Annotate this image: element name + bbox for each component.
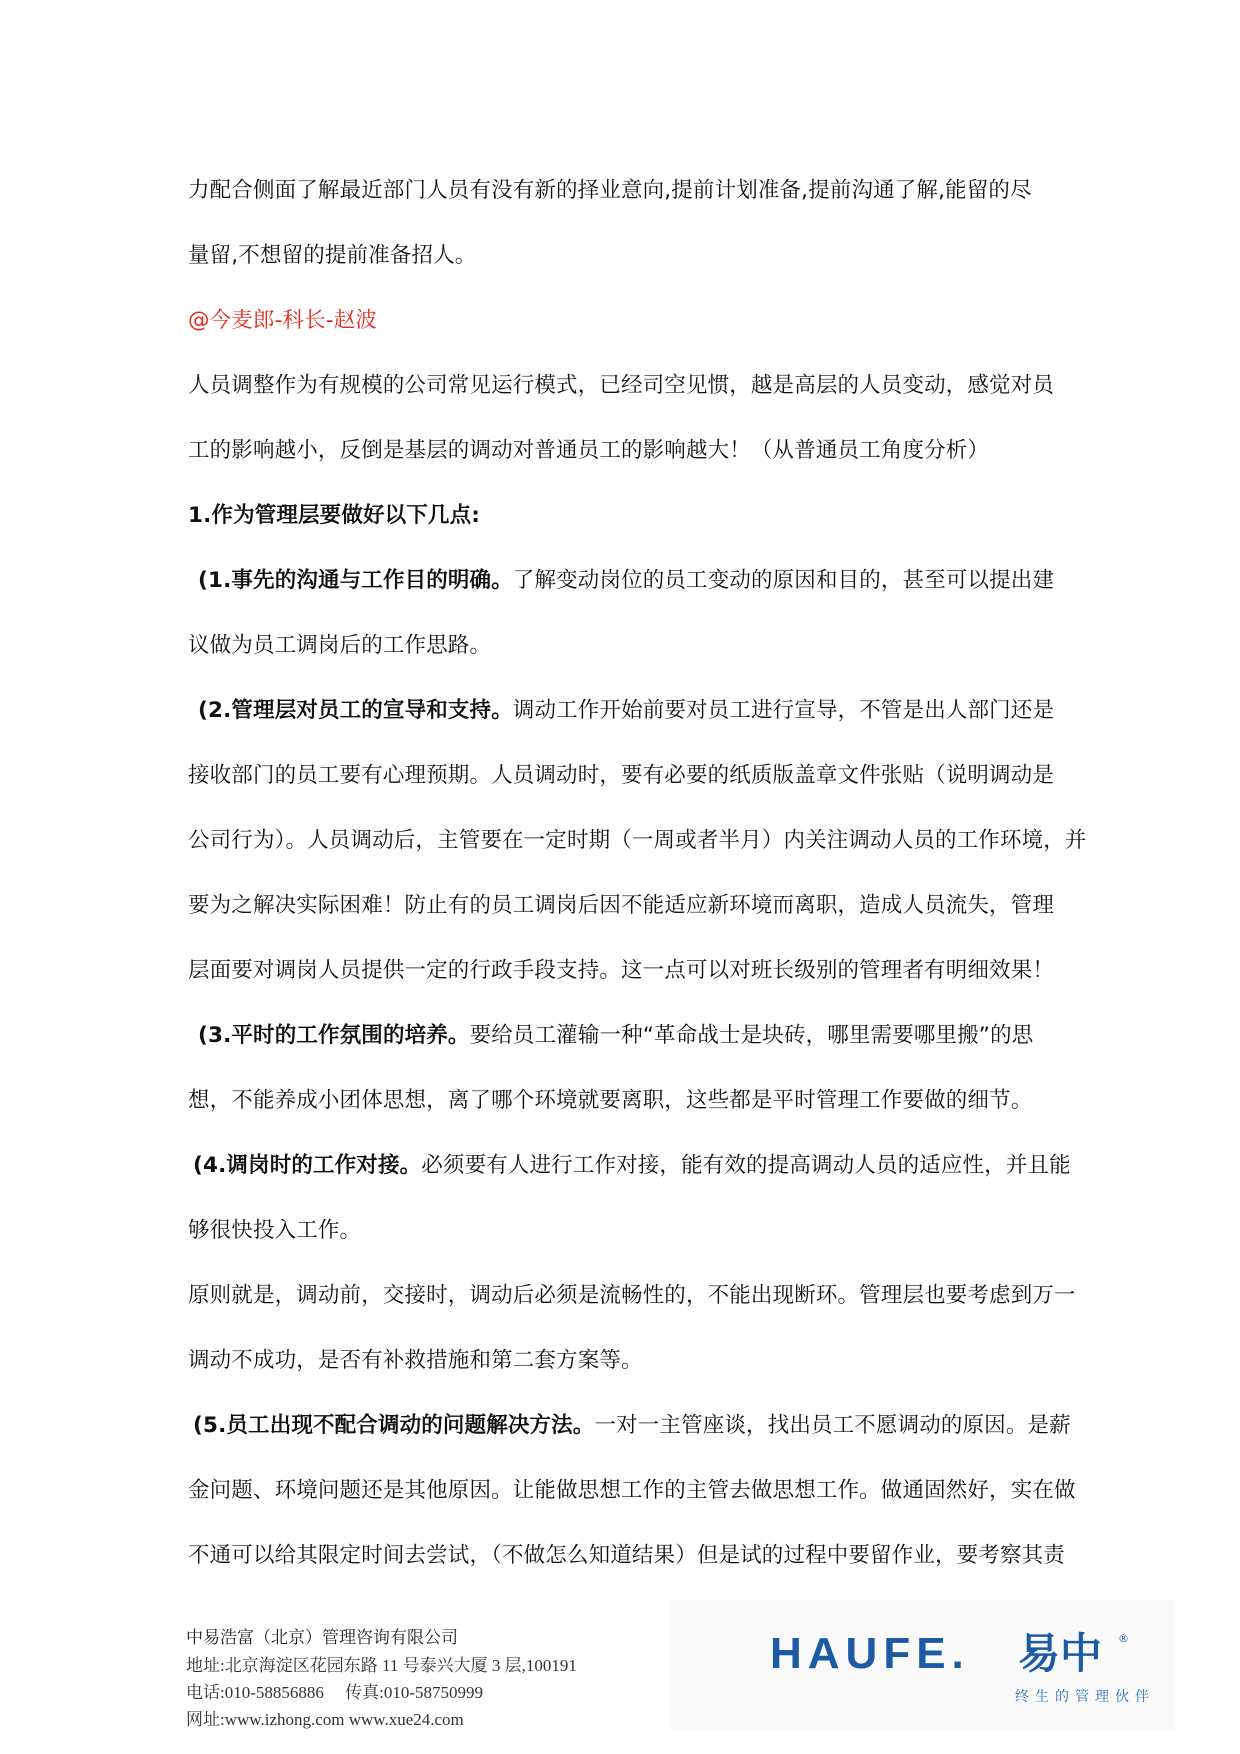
point-3-title: (3.平时的工作氛围的培养。: [198, 1023, 470, 1048]
author-mention: @今麦郎-科长-赵波: [188, 308, 378, 333]
logo-tagline: 终生的管理伙伴: [1015, 1689, 1155, 1705]
paragraph-line: 调动不成功，是否有补救措施和第二套方案等。: [188, 1348, 643, 1373]
point-4-title: (4.调岗时的工作对接。: [193, 1153, 422, 1178]
paragraph-line: 接收部门的员工要有心理预期。人员调动时，要有必要的纸质版盖章文件张贴（说明调动是: [188, 763, 1055, 788]
document-body: [188, 158, 1087, 1588]
footer-phone: 电话:010-58856886 传真:010-58750999: [186, 1683, 484, 1702]
point-2-title: (2.管理层对员工的宣导和支持。: [198, 698, 513, 723]
paragraph-line: 层面要对调岗人员提供一定的行政手段支持。这一点可以对班长级别的管理者有明细效果！: [188, 958, 1055, 983]
paragraph-line: 工的影响越小，反倒是基层的调动对普通员工的影响越大！（从普通员工角度分析）: [188, 438, 990, 463]
registered-mark: ®: [1118, 1632, 1129, 1645]
footer-address: 地址:北京海淀区花园东路 11 号泰兴大厦 3 层,100191: [186, 1656, 577, 1675]
paragraph-line: 力配合侧面了解最近部门人员有没有新的择业意向,提前计划准备,提前沟通了解,能留的尽: [188, 178, 1032, 203]
point-1-text: 了解变动岗位的员工变动的原因和目的，甚至可以提出建: [512, 568, 1055, 593]
point-2-text: 调动工作开始前要对员工进行宣导，不管是出人部门还是: [512, 698, 1055, 723]
point-5-text: 一对一主管座谈，找出员工不愿调动的原因。是薪: [594, 1413, 1071, 1438]
heading-text: 1.作为管理层要做好以下几点:: [188, 503, 480, 528]
section-heading: [188, 483, 1058, 548]
point-5-line: [188, 1393, 1071, 1458]
point-4-line: [188, 1133, 1071, 1198]
page-footer: [0, 1600, 1240, 1754]
footer-logo-area: [670, 1600, 1175, 1730]
paragraph-line: 金问题、环境问题还是其他原因。让能做思想工作的主管去做思想工作。做通固然好，实在做: [188, 1478, 1076, 1503]
paragraph-line: 量留,不想留的提前准备招人。: [188, 243, 477, 268]
paragraph-line: 公司行为）。人员调动后，主管要在一定时期（一周或者半月）内关注调动人员的工作环境，并: [188, 828, 1087, 853]
paragraph-line: 要为之解决实际困难！防止有的员工调岗后因不能适应新环境而离职，造成人员流失，管理: [188, 893, 1055, 918]
point-2-line: [188, 678, 1058, 743]
point-3-line: [188, 1003, 1058, 1068]
footer-company: 中易浩富（北京）管理咨询有限公司: [186, 1628, 458, 1648]
paragraph-line: 议做为员工调岗后的工作思路。: [188, 633, 492, 658]
point-3-text: 要给员工灌输一种“革命战士是块砖，哪里需要哪里搬”的思: [469, 1023, 1034, 1048]
logo-latin-text: HAUFE.: [770, 1629, 970, 1678]
paragraph-line: 想，不能养成小团体思想，离了哪个环境就要离职，这些都是平时管理工作要做的细节。: [188, 1088, 1033, 1113]
paragraph-line: 够很快投入工作。: [188, 1218, 362, 1243]
logo-chinese-text: 易中: [1018, 1629, 1103, 1678]
footer-contact: [186, 1625, 656, 1729]
paragraph-line: 原则就是，调动前，交接时，调动后必须是流畅性的，不能出现断环。管理层也要考虑到万一: [188, 1283, 1076, 1308]
point-1-title: (1.事先的沟通与工作目的明确。: [198, 568, 513, 593]
footer-website: 网址:www.izhong.com www.xue24.com: [186, 1710, 464, 1729]
point-1-line: [188, 548, 1058, 613]
paragraph-line: 不通可以给其限定时间去尝试，（不做怎么知道结果）但是试的过程中要留作业，要考察其责: [188, 1543, 1065, 1568]
paragraph-line: 人员调整作为有规模的公司常见运行模式，已经司空见惯，越是高层的人员变动，感觉对员: [188, 373, 1055, 398]
point-4-text: 必须要有人进行工作对接，能有效的提高调动人员的适应性，并且能: [421, 1153, 1071, 1178]
point-5-title: (5.员工出现不配合调动的问题解决方法。: [193, 1413, 595, 1438]
haufe-logo: [770, 1620, 1160, 1680]
